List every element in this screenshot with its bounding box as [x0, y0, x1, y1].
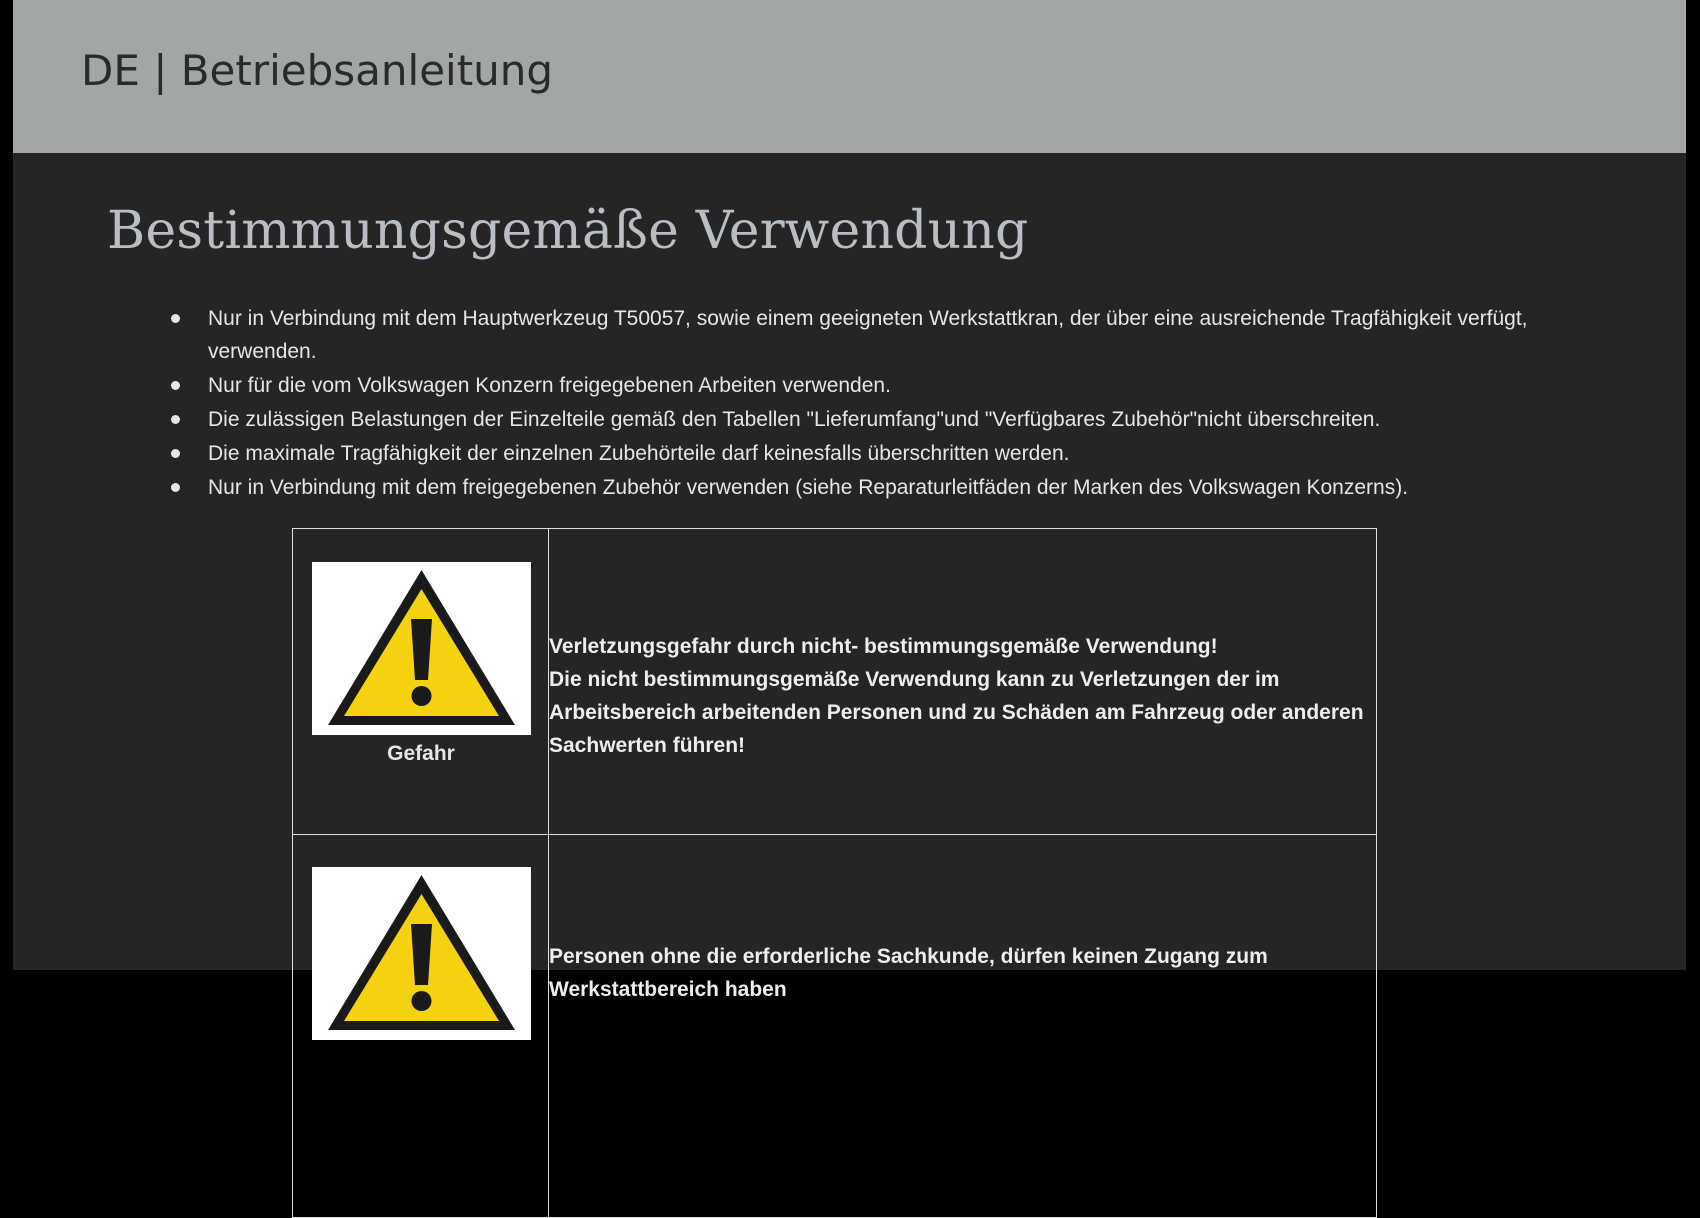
warning-description: Die nicht bestimmungsgemäße Verwendung kann zu Verletzungen der im Arbeitsbereich arbeitenden Personen und zu Schäden am Fahrzeug oder anderen Sachwerten führen!	[549, 667, 1364, 757]
section-title: Bestimmungsgemäße Verwendung	[107, 201, 1029, 261]
usage-bullet-list	[157, 302, 1587, 505]
warning-icon-cell	[293, 529, 549, 835]
bullet-text: Die zulässigen Belastungen der Einzelteile gemäß den Tabellen "Lieferumfang"und "Verfügbares Zubehör"nicht überschreiten.	[208, 408, 1381, 431]
warning-headline: Verletzungsgefahr durch nicht- bestimmungsgemäße Verwendung!	[549, 634, 1218, 658]
warning-text-cell	[549, 835, 1377, 1218]
bullet-text: Nur für die vom Volkswagen Konzern freigegebenen Arbeiten verwenden.	[208, 374, 891, 397]
bullet-icon	[171, 449, 180, 458]
bullet-item	[157, 437, 1587, 470]
bullet-item	[157, 302, 1587, 368]
warning-triangle-icon	[312, 562, 531, 735]
warning-description: Personen ohne die erforderliche Sachkunde, dürfen keinen Zugang zum Werkstattbereich haben	[549, 945, 1268, 1001]
bullet-text: Die maximale Tragfähigkeit der einzelnen Zubehörteile darf keinesfalls überschritten werden.	[208, 442, 1070, 465]
warning-row	[293, 529, 1377, 835]
bullet-icon	[171, 381, 180, 390]
warning-text-cell	[549, 529, 1377, 835]
bullet-item	[157, 403, 1587, 436]
bullet-icon	[171, 483, 180, 492]
bullet-item	[157, 369, 1587, 402]
bullet-text: Nur in Verbindung mit dem freigegebenen Zubehör verwenden (siehe Reparaturleitfäden der Marken des Volkswagen Konzerns).	[208, 476, 1409, 499]
warning-row	[293, 835, 1377, 1218]
bullet-icon	[171, 415, 180, 424]
warning-label: Gefahr	[387, 742, 455, 765]
warning-triangle-icon	[312, 867, 531, 1040]
warning-table	[292, 528, 1377, 1218]
document-page	[13, 0, 1686, 1001]
bullet-icon	[171, 314, 180, 323]
bullet-item	[157, 471, 1587, 504]
bullet-text: Nur in Verbindung mit dem Hauptwerkzeug T50057, sowie einem geeigneten Werkstattkran, der über eine ausreichende Tragfähigkeit verfügt, verwenden.	[208, 307, 1528, 363]
warning-icon-cell	[293, 835, 549, 1218]
header-title: DE | Betriebsanleitung	[81, 46, 554, 95]
header-band	[13, 0, 1686, 153]
